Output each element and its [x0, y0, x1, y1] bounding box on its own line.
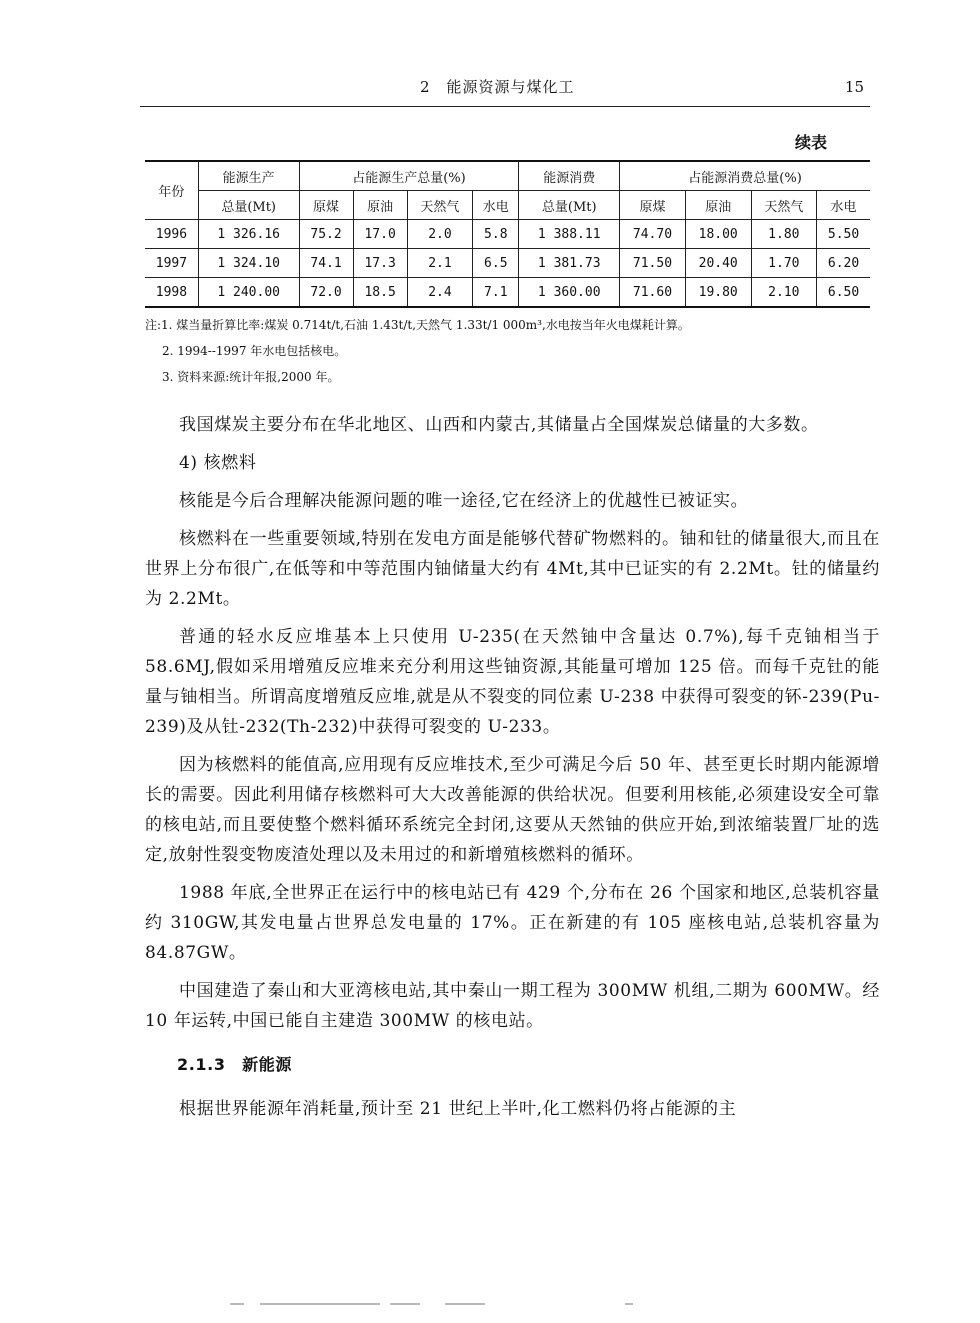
chapter-title: 2 能源资源与煤化工	[420, 78, 575, 96]
table-cell: 6.20	[817, 249, 870, 278]
section-heading: 2.1.3 新能源	[177, 1055, 292, 1074]
table-cell: 71.50	[620, 249, 686, 278]
running-header	[140, 70, 870, 107]
paragraph: 根据世界能源年消耗量,预计至 21 世纪上半叶,化工燃料仍将占能源的主	[179, 1099, 737, 1119]
col-subheader: 原煤	[620, 191, 686, 220]
col-subheader: 总量(Mt)	[519, 191, 620, 220]
col-header-year: 年份	[145, 161, 198, 220]
col-subheader: 原煤	[299, 191, 353, 220]
table-cell: 1.70	[751, 249, 817, 278]
table-cell: 2.1	[407, 249, 473, 278]
table-cell: 1997	[145, 249, 198, 278]
table-cell: 72.0	[299, 278, 353, 308]
paragraph: 中国建造了秦山和大亚湾核电站,其中秦山一期工程为 300MW 机组,二期为 600MW。经 10 年运转,中国已能自主建造 300MW 的核电站。	[145, 981, 880, 1031]
table-notes	[145, 312, 885, 390]
note-2: 2. 1994--1997 年水电包括核电。	[162, 344, 347, 358]
table-row	[145, 249, 870, 278]
table-cell: 74.70	[620, 220, 686, 249]
table-cell: 1998	[145, 278, 198, 308]
table-cell: 17.0	[353, 220, 407, 249]
table-cell: 1 240.00	[198, 278, 299, 308]
col-subheader: 天然气	[751, 191, 817, 220]
table-header-row	[145, 161, 870, 191]
table-cell: 1 324.10	[198, 249, 299, 278]
table-cell: 5.50	[817, 220, 870, 249]
col-subheader: 水电	[473, 191, 519, 220]
col-header-prod-total: 能源生产	[198, 161, 299, 191]
table-cell: 20.40	[685, 249, 751, 278]
paragraph: 核燃料在一些重要领域,特别在发电方面是能够代替矿物燃料的。铀和钍的储量很大,而且在世界上分布很广,在低等和中等范围内铀储量大约有 4Mt,其中已证实的有 2.2Mt。钍的储量约为 2.2Mt。	[145, 529, 880, 609]
col-subheader: 原油	[685, 191, 751, 220]
table-cell: 74.1	[299, 249, 353, 278]
paragraph: 普通的轻水反应堆基本上只使用 U-235(在天然铀中含量达 0.7%),每千克铀相当于 58.6MJ,假如采用增殖反应堆来充分利用这些铀资源,其能量可增加 125 倍。而每千克钍的能量与铀相当。所谓高度增殖反应堆,就是从不裂变的同位素 U-238 中获得可裂变的钚-239(Pu-239)及从钍-232(Th-232)中获得可裂变的 U-233。	[145, 627, 880, 737]
table-cell: 6.50	[817, 278, 870, 308]
table-cell: 2.4	[407, 278, 473, 308]
table-cell: 18.00	[685, 220, 751, 249]
page-number: 15	[844, 78, 864, 96]
energy-table	[145, 160, 870, 308]
col-subheader: 总量(Mt)	[198, 191, 299, 220]
table-row	[145, 220, 870, 249]
table-cell: 19.80	[685, 278, 751, 308]
col-subheader: 水电	[817, 191, 870, 220]
table-cell: 1 326.16	[198, 220, 299, 249]
paragraph: 我国煤炭主要分布在华北地区、山西和内蒙古,其储量占全国煤炭总储量的大多数。	[179, 415, 819, 435]
col-header-prod-share: 占能源生产总量(%)	[299, 161, 519, 191]
subsection-heading: 4) 核燃料	[179, 453, 257, 473]
table-cell: 2.10	[751, 278, 817, 308]
body-text	[145, 410, 880, 1132]
table-subheader-row	[145, 191, 870, 220]
scan-artifact-marks	[230, 1303, 650, 1307]
continued-label: 续表	[795, 133, 828, 152]
table-cell: 2.0	[407, 220, 473, 249]
table-row	[145, 278, 870, 308]
table-cell: 1.80	[751, 220, 817, 249]
table-cell: 71.60	[620, 278, 686, 308]
table-cell: 1 360.00	[519, 278, 620, 308]
col-header-cons-total: 能源消费	[519, 161, 620, 191]
table-cell: 75.2	[299, 220, 353, 249]
table-cell: 1996	[145, 220, 198, 249]
paragraph: 核能是今后合理解决能源问题的唯一途径,它在经济上的优越性已被证实。	[179, 491, 749, 511]
paragraph: 因为核燃料的能值高,应用现有反应堆技术,至少可满足今后 50 年、甚至更长时期内能源增长的需要。因此利用储存核燃料可大大改善能源的供给状况。但要利用核能,必须建设安全可靠的核电站,而且要使整个燃料循环系统完全封闭,这要从天然铀的供应开始,到浓缩装置厂址的选定,放射性裂变物废渣处理以及未用过的和新增殖核燃料的循环。	[145, 755, 880, 865]
paragraph: 1988 年底,全世界正在运行中的核电站已有 429 个,分布在 26 个国家和地区,总装机容量约 310GW,其发电量占世界总发电量的 17%。正在新建的有 105 座核电站,总装机容量为 84.87GW。	[145, 883, 880, 963]
table-cell: 7.1	[473, 278, 519, 308]
table-cell: 17.3	[353, 249, 407, 278]
note-1: 注:1. 煤当量折算比率:煤炭 0.714t/t,石油 1.43t/t,天然气 1.33t/1 000m³,水电按当年火电煤耗计算。	[145, 318, 690, 332]
table-cell: 6.5	[473, 249, 519, 278]
col-header-cons-share: 占能源消费总量(%)	[620, 161, 870, 191]
note-3: 3. 资料来源:统计年报,2000 年。	[162, 370, 340, 384]
table-cell: 1 381.73	[519, 249, 620, 278]
col-subheader: 天然气	[407, 191, 473, 220]
table-cell: 1 388.11	[519, 220, 620, 249]
col-subheader: 原油	[353, 191, 407, 220]
table-cell: 5.8	[473, 220, 519, 249]
table-cell: 18.5	[353, 278, 407, 308]
